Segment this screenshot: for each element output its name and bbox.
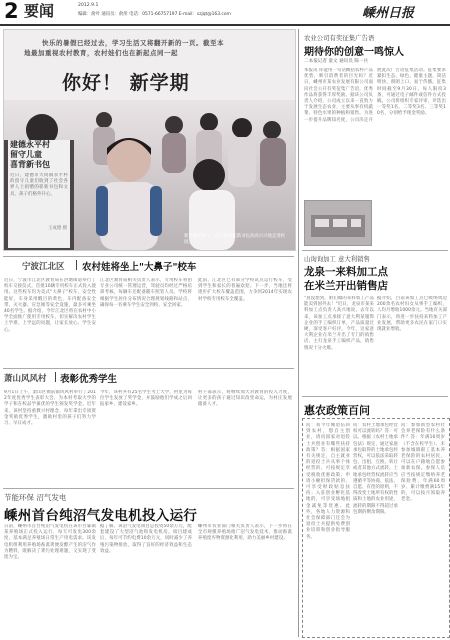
issue-date: 2012.9.1 bbox=[78, 3, 99, 8]
hero-panel bbox=[3, 29, 296, 251]
bus-col-1: 近日，宁波市江北区教育局在洪塘街道举行了校车交接仪式，首批10辆专用校车正式投入使用。这些校车均为美式"大鼻子"校车，安全性能好，车身采用醒目的黄色，车内配备安全带、灭火器、应急锤等安全设施，最多可乘坐40名学生。据介绍，今年江北区将在农村中小学全面推广使用专用校车，切实解决农村学生上学难、上学远的问题，让家长放心、学生安心。 bbox=[4, 278, 96, 333]
hero-photo-caption: 新学期开始了，孩子们背起新书包高高兴兴地走进校园。 bbox=[184, 234, 285, 245]
bus-kicker: 宁波江北区 bbox=[22, 262, 65, 272]
feature-photo bbox=[304, 200, 372, 246]
power-col-1: 日前，嵊州市首台纯沼气发电机在该市甘霖镇某养殖场正式投入运行，每天可发电300余度，基本满足养殖场日常生产用电需求。该发电机组利用养殖场畜禽粪便发酵产生的沼气作为燃料，既解决了粪污处理难题，又实现了变废为宝。 bbox=[4, 524, 96, 561]
power-headline: 嵊州首台纯沼气发电机投入运行 bbox=[4, 508, 198, 524]
power-col-2: 据了解，该沼气发电项目总投资50余万元，配套建设了大型沼气池和发电机房。项目建成后，每年可节约电费10余万元，同时减少了养殖污染物排放，取得了良好的经济效益和生态效益。 bbox=[100, 524, 192, 554]
masthead bbox=[0, 0, 450, 24]
policy-col-3: 问：参加新型农村社会养老保险有什么条件？答：年满16周岁（不含在校学生）、未参加城镇职工基本养老保险的农村居民，可以在户籍地自愿参加新农保。参保人员应当按规定缴纳养老保险费，年满60周岁、累计缴费满15年的，可以按月领取养老金。 bbox=[401, 423, 445, 503]
feature-byline: 二本报记者 童文 通讯员 陈一兵 bbox=[304, 59, 369, 64]
hero-side-box bbox=[8, 140, 70, 248]
policy-box bbox=[302, 418, 450, 638]
teacher-kicker: 萧山风风村 bbox=[4, 374, 47, 384]
bus-col-2: 江北区教育局相关负责人表示，专用校车将由专业公司统一管理运营，驾驶员均经过严格培训考核，每辆车还配备随车照管人员。学校将根据学生居住分布情况合理规划线路和站点，确保每一名乘车学生安全到校、安全回家。 bbox=[100, 278, 192, 308]
page-number: 2 bbox=[4, 0, 19, 23]
lottery-headline-1: 龙泉一来料加工点 bbox=[304, 266, 388, 278]
bus-headline: 农村娃将坐上"大鼻子"校车 bbox=[82, 262, 197, 273]
feature-kicker: 农业公司有奖征集广告语 bbox=[304, 34, 375, 42]
policy-col-2: 问：农村土地承包经营权可以流转吗？答：可以。根据《农村土地承包法》规定，通过家庭承包取得的土地承包经营权，可以依法采取转包、出租、互换、转让或者其他方式流转。土地承包经营权流转应当遵循平等协商、依法、自愿、有偿的原则，不得改变土地所有权的性质和土地的农业用途，流转的期限不得超过承包期的剩余期限。 bbox=[353, 423, 398, 515]
hero-side-credit: 王成德 摄 bbox=[48, 226, 67, 231]
section-label: 要闻 bbox=[24, 2, 55, 20]
hero-tagline-2: 地最加重视农村教育，农村娃们也在新起点同一起 bbox=[24, 49, 178, 57]
power-kicker: 节能环保 沼气发电 bbox=[4, 493, 67, 502]
lottery-col-2: 据介绍，目前该加工点已吸纳周边200余名农村妇女从事手工编织，人均月增收1000余元。当地有关部门表示，将进一步扶持来料加工产业发展，帮助更多农民在家门口实现就业增收。 bbox=[377, 296, 447, 333]
hero-side-title-1: 建德永平村 bbox=[10, 140, 50, 149]
teacher-col-2: 今年，该村共有25名学生考上大学，村里为每位学生发放了奖学金，并鼓励他们学成之后回报家乡、建设家乡。 bbox=[100, 390, 192, 408]
bus-col-3: 此前，江北区已有部分学校试点运行校车，受到学生和家长的普遍欢迎。下一步，当地还将逐步扩大校车覆盖范围，力争到2014年实现农村学校专用校车全覆盖。 bbox=[198, 278, 292, 302]
hero-side-title-3: 喜背新书包 bbox=[10, 160, 50, 169]
hero-side-body: 近日，建德市大同镇永平村的留守儿童们收到了社会各界人士捐赠的崭新书包和文具，孩子们格外开心。 bbox=[10, 173, 68, 197]
policy-headline: 惠农政策百问 bbox=[304, 404, 370, 417]
bus-divider bbox=[76, 260, 77, 270]
editor-line: 编辑：俞叶 通讯员：俞彤 电话：0571-66757197 E-mail：szjqt@163.com bbox=[78, 12, 231, 17]
feature-body: 本报讯 你能用一句话概括农村产品优势，吸引消费者的目光吗？近日，嵊州市某农业发展有限公司面向社会公开有奖征集广告语，优秀作品将获得丰厚奖励。据该公司负责人介绍，公司成立以来一直致力于发展生态农业，主要从事有机蔬菜、特色水果的种植和销售。为进一步提升品牌知名度，公司决定开展此次广告语征集活动。征集要求紧扣生态、绿色、健康主题，简洁明快、朗朗上口、易于传播。征集时间截至9月30日，每人限投3条，可通过电子邮件或信件方式投稿。公司将组织专家评审，评选出一等奖1名、二等奖3名、三等奖10名，分别给予现金奖励。 bbox=[304, 68, 446, 123]
lottery-col-1: "真没想到，咱们做的来料加工产品能卖到国外去！"近日，龙泉市某来料加工点负责人高兴地说。去年以来，该加工点承接了意大利某服饰企业的手工编织订单，产品质量过硬，深受客户好评。今年，这家意大利企业在米兰开出了专门的销售店，主打龙泉手工编织产品，销售情况十分火爆。 bbox=[304, 296, 374, 351]
teacher-headline: 表彰优秀学生 bbox=[60, 374, 118, 385]
feature-headline: 期待你的创意一鸣惊人 bbox=[304, 47, 404, 58]
teacher-col-1: 9月1日上午，萧山区衙前镇风风村举行了2012年度优秀学生表彰大会，为本村考取大学的学子和在校品学兼优的学生颁发奖学金。近年来，该村坚持重教兴村理念，每年拿出专项资金奖励优秀学生，激励村里的孩子们努力学习、早日成才。 bbox=[4, 390, 96, 427]
hero-title: 你好！ 新学期 bbox=[62, 72, 190, 94]
feature-photo-image bbox=[305, 201, 371, 245]
hero-tagline-1: 快乐的暑假已经过去，学习生活又将翻开新的一页。截至本 bbox=[42, 39, 224, 47]
power-col-3: 嵊州市农业部门相关负责人表示，下一步将在全市规模养殖场推广沼气发电技术，推动畜禽养殖废弃物资源化利用，助力美丽乡村建设。 bbox=[198, 524, 292, 542]
brand-logo: 嵊州日报 bbox=[362, 6, 415, 21]
lottery-headline-2: 在米兰开出销售店 bbox=[304, 280, 388, 292]
lottery-kicker: 山询询加工 意大利销售 bbox=[304, 255, 370, 263]
teacher-divider bbox=[55, 372, 56, 382]
hero-side-title-2: 留守儿童 bbox=[10, 150, 42, 159]
teacher-col-3: 村干部表示，将继续加大对教育的投入力度，让更多的孩子通过知识改变命运，为村庄发展储备人才。 bbox=[198, 390, 292, 408]
policy-col-1: 问：我今年刚退伍回到农村，想自主创业，请问国家对退役士兵创业有哪些扶持政策？答：根据国家有关规定，自主就业的退役士兵从事个体经营的，可按规定享受税收优惠政策；申请小额担保贷款的，可享受财政贴息扶持；入驻创业孵化基地的，可享受场地租金减免等优惠。此外，各地人力资源和社会保障部门还会为退役士兵提供免费创业培训和创业指导服务。 bbox=[306, 423, 350, 540]
